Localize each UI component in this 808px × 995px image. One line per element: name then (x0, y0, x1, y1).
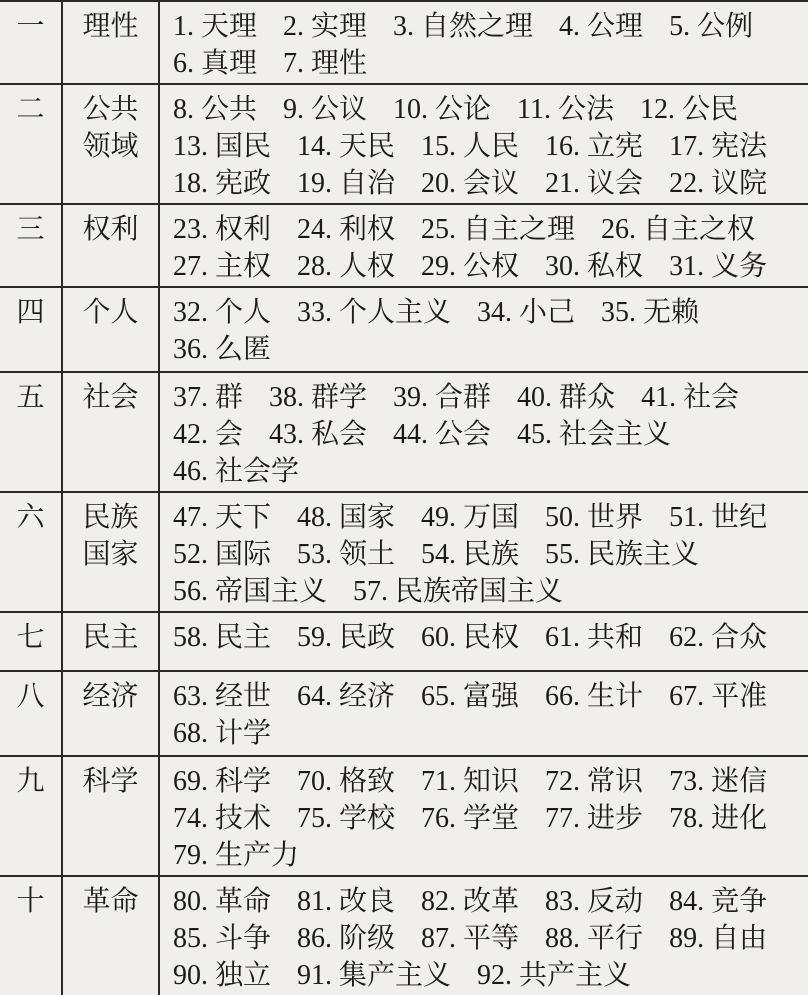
term: 63. 经世 (173, 681, 272, 712)
category-line: 经济 (82, 681, 139, 712)
table-row (0, 671, 808, 756)
row-terms (159, 612, 808, 671)
table-row (0, 876, 808, 995)
term: 6. 真理 (173, 48, 258, 79)
term-line (173, 883, 804, 920)
row-terms (159, 204, 808, 287)
term-line (173, 573, 804, 610)
term: 92. 共产主义 (477, 960, 632, 991)
term: 2. 实理 (283, 11, 368, 42)
term: 18. 宪政 (173, 168, 272, 199)
row-category (62, 1, 159, 84)
category-line: 权利 (82, 214, 139, 245)
term-line (173, 715, 804, 752)
term: 28. 人权 (297, 251, 396, 282)
row-numeral: 三 (0, 204, 62, 287)
term: 5. 公例 (669, 11, 754, 42)
term: 4. 公理 (559, 11, 644, 42)
term: 73. 迷信 (669, 766, 768, 797)
table-row (0, 372, 808, 492)
term: 45. 社会主义 (517, 419, 672, 450)
term: 48. 国家 (297, 502, 396, 533)
term: 60. 民权 (421, 622, 520, 653)
row-numeral: 一 (0, 1, 62, 84)
term-line (173, 800, 804, 837)
table-row (0, 612, 808, 671)
term: 10. 公论 (393, 94, 492, 125)
term: 55. 民族主义 (545, 539, 700, 570)
term: 51. 世纪 (669, 502, 768, 533)
term: 56. 帝国主义 (173, 576, 328, 607)
term: 8. 公共 (173, 94, 258, 125)
term: 79. 生产力 (173, 840, 300, 871)
term: 78. 进化 (669, 803, 768, 834)
term: 35. 无赖 (601, 297, 700, 328)
row-numeral: 十 (0, 876, 62, 995)
term-line (173, 331, 804, 368)
term: 31. 义务 (669, 251, 768, 282)
row-terms (159, 671, 808, 756)
term: 81. 改良 (297, 886, 396, 917)
term-line (173, 379, 804, 416)
term: 9. 公议 (283, 94, 368, 125)
term: 70. 格致 (297, 766, 396, 797)
term-line (173, 294, 804, 331)
term-line (173, 678, 804, 715)
row-category (62, 287, 159, 372)
term: 69. 科学 (173, 766, 272, 797)
category-line: 国家 (82, 539, 139, 570)
category-line: 科学 (82, 766, 139, 797)
category-line: 个人 (82, 297, 139, 328)
term: 75. 学校 (297, 803, 396, 834)
term-line (173, 920, 804, 957)
term: 41. 社会 (641, 382, 740, 413)
row-numeral: 八 (0, 671, 62, 756)
term-line (173, 957, 804, 994)
row-numeral: 二 (0, 84, 62, 204)
term-line (173, 763, 804, 800)
term: 12. 公民 (640, 94, 739, 125)
category-line: 社会 (82, 382, 139, 413)
term: 52. 国际 (173, 539, 272, 570)
row-category (62, 204, 159, 287)
term-line (173, 165, 804, 202)
term: 32. 个人 (173, 297, 272, 328)
term-line (173, 416, 804, 453)
term: 85. 斗争 (173, 923, 272, 954)
row-numeral: 九 (0, 756, 62, 876)
term: 71. 知识 (421, 766, 520, 797)
term: 61. 共和 (545, 622, 644, 653)
term-line (173, 536, 804, 573)
term-line (173, 499, 804, 536)
term: 40. 群众 (517, 382, 616, 413)
term: 68. 计学 (173, 718, 272, 749)
term: 57. 民族帝国主义 (353, 576, 564, 607)
term: 66. 生计 (545, 681, 644, 712)
term: 59. 民政 (297, 622, 396, 653)
term: 90. 独立 (173, 960, 272, 991)
term: 50. 世界 (545, 502, 644, 533)
term: 26. 自主之权 (601, 214, 756, 245)
category-line: 民主 (82, 622, 139, 653)
term-line (173, 91, 804, 128)
row-category (62, 492, 159, 612)
category-line: 公共 (82, 94, 139, 125)
term: 67. 平准 (669, 681, 768, 712)
row-numeral: 五 (0, 372, 62, 492)
term-line (173, 8, 804, 45)
term: 87. 平等 (421, 923, 520, 954)
row-category (62, 876, 159, 995)
term: 13. 国民 (173, 131, 272, 162)
row-terms (159, 492, 808, 612)
term: 89. 自由 (669, 923, 768, 954)
row-terms (159, 1, 808, 84)
term: 84. 竞争 (669, 886, 768, 917)
term: 15. 人民 (421, 131, 520, 162)
row-category (62, 612, 159, 671)
term: 37. 群 (173, 382, 244, 413)
table-row (0, 287, 808, 372)
term: 27. 主权 (173, 251, 272, 282)
term: 83. 反动 (545, 886, 644, 917)
category-line: 民族 (82, 502, 139, 533)
term-line (173, 619, 804, 656)
term: 22. 议院 (669, 168, 768, 199)
term-line (173, 45, 804, 82)
term: 64. 经济 (297, 681, 396, 712)
term: 24. 利权 (297, 214, 396, 245)
row-terms (159, 84, 808, 204)
table-row (0, 756, 808, 876)
row-category (62, 84, 159, 204)
table-row (0, 492, 808, 612)
term: 49. 万国 (421, 502, 520, 533)
term: 46. 社会学 (173, 456, 300, 487)
term-line (173, 248, 804, 285)
term: 25. 自主之理 (421, 214, 576, 245)
terms-table-body (0, 1, 808, 995)
term: 19. 自治 (297, 168, 396, 199)
term: 53. 领土 (297, 539, 396, 570)
term: 38. 群学 (269, 382, 368, 413)
term: 76. 学堂 (421, 803, 520, 834)
table-row (0, 84, 808, 204)
term: 14. 天民 (297, 131, 396, 162)
row-category (62, 372, 159, 492)
term: 82. 改革 (421, 886, 520, 917)
term-line (173, 211, 804, 248)
row-terms (159, 876, 808, 995)
term: 43. 私会 (269, 419, 368, 450)
term: 11. 公法 (517, 94, 615, 125)
term: 29. 公权 (421, 251, 520, 282)
row-numeral: 六 (0, 492, 62, 612)
term: 54. 民族 (421, 539, 520, 570)
term: 86. 阶级 (297, 923, 396, 954)
term: 20. 会议 (421, 168, 520, 199)
term: 72. 常识 (545, 766, 644, 797)
term: 65. 富强 (421, 681, 520, 712)
row-numeral: 四 (0, 287, 62, 372)
row-terms (159, 287, 808, 372)
term-line (173, 128, 804, 165)
term: 77. 进步 (545, 803, 644, 834)
table-row (0, 204, 808, 287)
term: 21. 议会 (545, 168, 644, 199)
term: 91. 集产主义 (297, 960, 452, 991)
term: 7. 理性 (283, 48, 368, 79)
category-line: 革命 (82, 886, 139, 917)
term: 62. 合众 (669, 622, 768, 653)
term: 42. 会 (173, 419, 244, 450)
row-category (62, 671, 159, 756)
term: 1. 天理 (173, 11, 258, 42)
term: 44. 公会 (393, 419, 492, 450)
term: 23. 权利 (173, 214, 272, 245)
row-category (62, 756, 159, 876)
row-numeral: 七 (0, 612, 62, 671)
term: 17. 宪法 (669, 131, 768, 162)
term: 34. 小己 (477, 297, 576, 328)
term: 47. 天下 (173, 502, 272, 533)
term: 58. 民主 (173, 622, 272, 653)
row-terms (159, 756, 808, 876)
term: 16. 立宪 (545, 131, 644, 162)
term: 3. 自然之理 (393, 11, 534, 42)
term: 80. 革命 (173, 886, 272, 917)
term: 39. 合群 (393, 382, 492, 413)
term: 30. 私权 (545, 251, 644, 282)
term: 33. 个人主义 (297, 297, 452, 328)
category-line: 领域 (82, 131, 139, 162)
row-terms (159, 372, 808, 492)
category-line: 理性 (82, 11, 139, 42)
term: 88. 平行 (545, 923, 644, 954)
table-row (0, 1, 808, 84)
term: 74. 技术 (173, 803, 272, 834)
term-line (173, 837, 804, 874)
term-line (173, 453, 804, 490)
term: 36. 么匿 (173, 334, 272, 365)
